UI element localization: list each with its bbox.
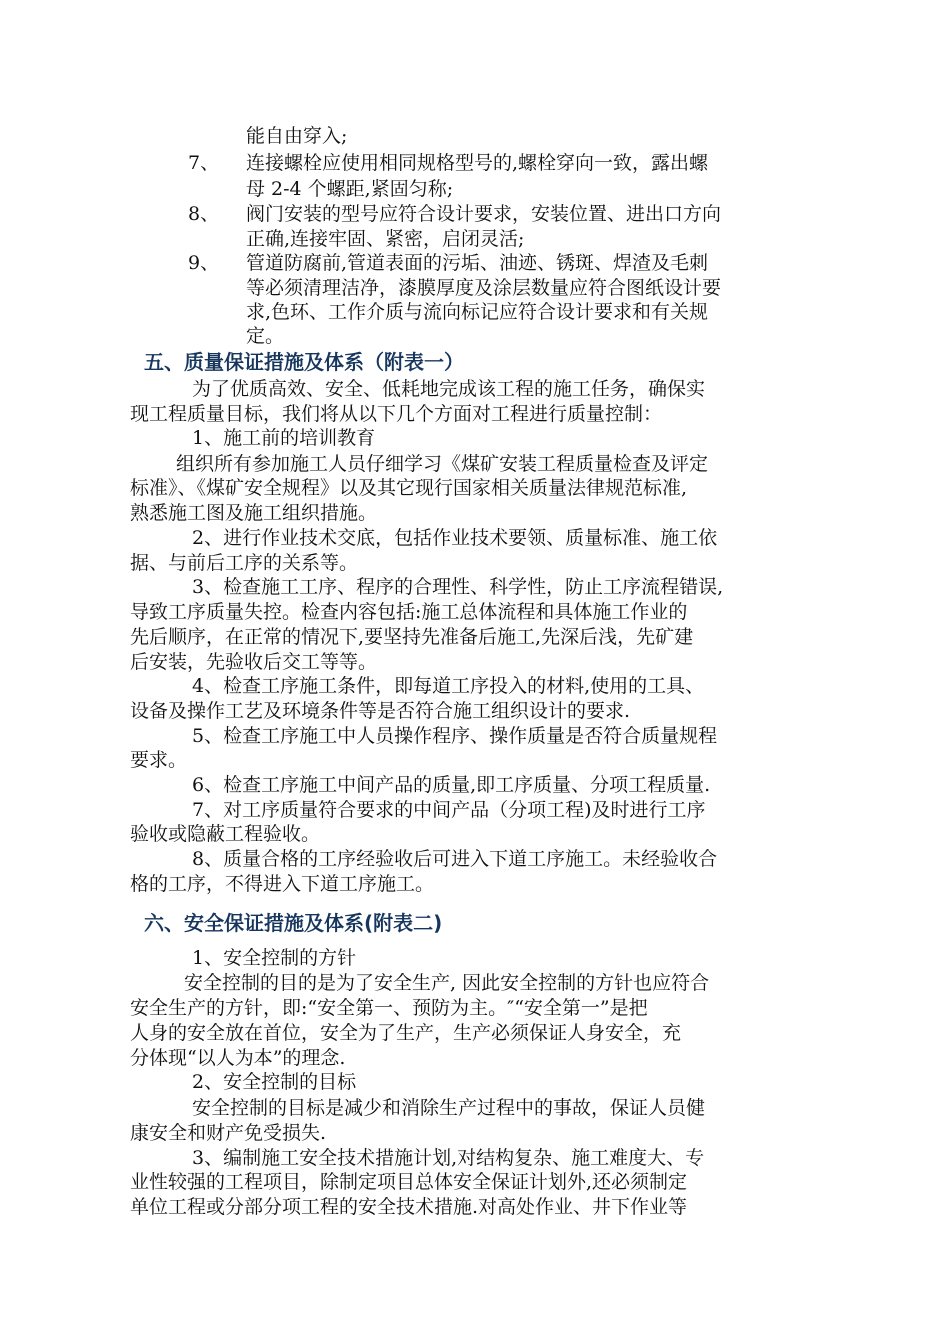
list-item-8-line: 阀门安装的型号应符合设计要求，安装位置、进出口方向 [246,203,722,225]
paragraph-line: 据、与前后工序的关系等。 [130,552,359,574]
paragraph-line: 3、编制施工安全技术措施计划,对结构复杂、施工难度大、专 [192,1147,705,1169]
list-item-9-line: 等必须清理洁净，漆膜厚度及涂层数量应符合图纸设计要 [246,277,722,299]
paragraph-line: 先后顺序，在正常的情况下,要坚持先准备后施工,先深后浅，先矿建 [130,626,694,648]
list-item-9-line: 求,色环、工作介质与流向标记应符合设计要求和有关规 [246,301,709,323]
paragraph-line: 人身的安全放在首位，安全为了生产，生产必须保证人身安全，充 [130,1022,682,1044]
paragraph-line: 熟悉施工图及施工组织措施。 [130,502,378,524]
paragraph-line: 导致工序质量失控。检查内容包括:施工总体流程和具体施工作业的 [130,601,688,623]
subheading-line: 1、施工前的培训教育 [192,427,376,449]
paragraph-line: 组织所有参加施工人员仔细学习《煤矿安装工程质量检查及评定 [176,453,709,475]
paragraph-line: 格的工序，不得进入下道工序施工。 [130,873,435,895]
list-item-9-line: 管道防腐前,管道表面的污垢、油迹、锈斑、焊渣及毛刺 [246,252,709,274]
subheading-line: 2、安全控制的目标 [192,1071,357,1093]
list-item-8-line: 正确,连接牢固、紧密，启闭灵活; [246,228,525,250]
paragraph-line: 要求。 [130,749,188,771]
paragraph-line: 6、检查工序施工中间产品的质量,即工序质量、分项工程质量. [192,774,711,796]
section-6-heading: 六、安全保证措施及体系(附表二) [144,911,443,935]
list-number-9: 9、 [188,252,220,274]
paragraph-line: 业性较强的工程项目，除制定项目总体安全保证计划外,还必须制定 [130,1171,688,1193]
paragraph-line: 8、质量合格的工序经验收后可进入下道工序施工。未经验收合 [192,848,718,870]
list-item-7-line: 连接螺栓应使用相同规格型号的,螺栓穿向一致，露出螺 [246,152,709,174]
section-5-heading: 五、质量保证措施及体系（附表一） [144,350,464,374]
paragraph-line: 安全生产的方针，即:“安全第一、预防为主。″“安全第一”是把 [130,997,648,1019]
paragraph-line: 单位工程或分部分项工程的安全技术措施.对高处作业、井下作业等 [130,1196,688,1218]
paragraph-line: 为了优质高效、安全、低耗地完成该工程的施工任务，确保实 [192,378,706,400]
paragraph-line: 验收或隐蔽工程验收。 [130,823,321,845]
paragraph-line: 安全控制的目标是减少和消除生产过程中的事故，保证人员健 [192,1097,706,1119]
paragraph-line: 现工程质量目标，我们将从以下几个方面对工程进行质量控制： [130,403,663,425]
list-item-7-line: 母 2-4 个螺距,紧固匀称; [246,178,454,200]
paragraph-line: 4、检查工序施工条件，即每道工序投入的材料,使用的工具、 [192,675,705,697]
paragraph-line: 安全控制的目的是为了安全生产, 因此安全控制的方针也应符合 [184,972,710,994]
paragraph-line: 7、对工序质量符合要求的中间产品（分项工程)及时进行工序 [192,799,706,821]
list-item-9-line: 定。 [246,325,285,347]
subheading-line: 1、安全控制的方针 [192,947,357,969]
paragraph-line: 设备及操作工艺及环境条件等是否符合施工组织设计的要求. [130,700,631,722]
paragraph-line: 标准》、《煤矿安全规程》以及其它现行国家相关质量法律规范标准, [130,477,688,499]
paragraph-line: 分体现“以人为本”的理念. [130,1047,346,1069]
paragraph-line: 后安装，先验收后交工等等。 [130,651,378,673]
paragraph-line: 5、检查工序施工中人员操作程序、操作质量是否符合质量规程 [192,725,718,747]
list-number-7: 7、 [188,152,220,174]
list-number-8: 8、 [188,203,220,225]
list-item-6-line: 能自由穿入; [246,125,348,147]
paragraph-line: 2、进行作业技术交底，包括作业技术要领、质量标准、施工依 [192,527,718,549]
paragraph-line: 3、检查施工工序、程序的合理性、科学性，防止工序流程错误, [192,576,724,598]
paragraph-line: 康安全和财产免受损失. [130,1122,327,1144]
